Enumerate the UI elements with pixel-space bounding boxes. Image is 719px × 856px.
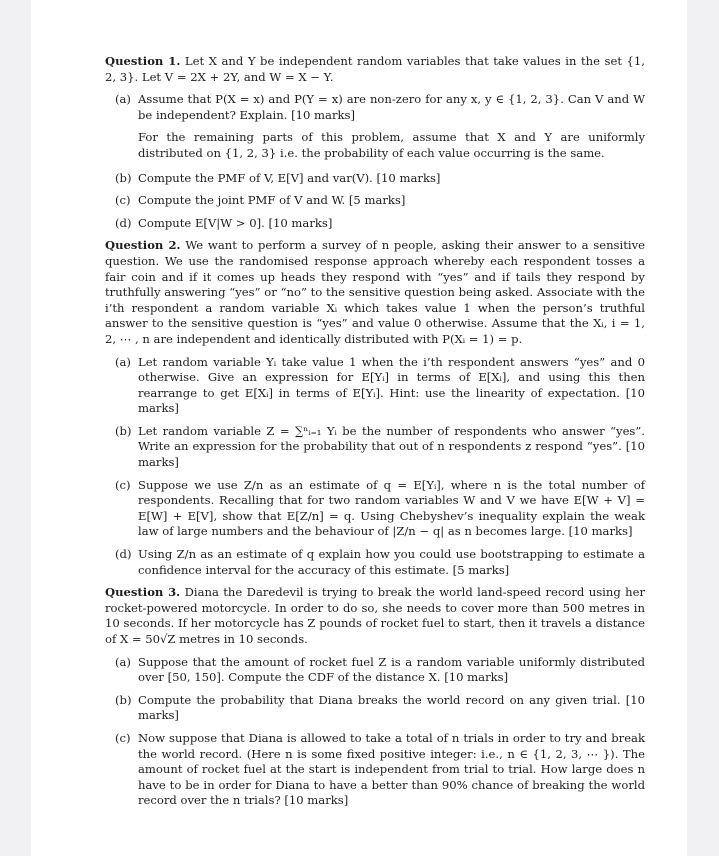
question-3 xyxy=(105,585,645,647)
question-3-part-b xyxy=(105,693,645,724)
part-text: Assume that P(X = x) and P(Y = x) are non-zero for any x, y ∈ {1, 2, 3}. Can V and W be independent? Explain. [10 marks] xyxy=(138,92,645,122)
question-1-part-c xyxy=(105,193,645,209)
part-label: (a) xyxy=(115,92,131,107)
part-label: (c) xyxy=(115,193,131,208)
part-label: (b) xyxy=(115,692,132,707)
question-2-part-b xyxy=(105,424,645,471)
exam-content xyxy=(105,54,645,816)
question-3-heading: Question 3. xyxy=(105,585,181,600)
part-label: (d) xyxy=(115,215,132,230)
question-1-part-b xyxy=(105,171,645,187)
part-label: (b) xyxy=(115,170,132,185)
question-1-intro: Let X and Y be independent random variables that take values in the set {1, 2, 3}. Let V = 2X + 2Y, and W = X − Y. xyxy=(105,54,645,84)
question-2 xyxy=(105,238,645,347)
part-label: (b) xyxy=(115,423,132,438)
question-2-part-a xyxy=(105,355,645,417)
part-label: (d) xyxy=(115,547,132,562)
question-3-intro: Diana the Daredevil is trying to break the world land-speed record using her rocket-powered motorcycle. In order to do so, she needs to cover more than 500 metres in 10 seconds. If her motorcycle has Z pounds of rocket fuel to start, then it travels a distance of X = 50√Z metres in 10 seconds. xyxy=(105,585,646,646)
part-text: Suppose we use Z/n as an estimate of q = E[Yᵢ], where n is the total number of respondents. Recalling that for two random variables W and V we have E[W + V] = E[W] + E[V], show that E[Z/n] = q. Using Chebyshev’s inequality explain the weak law of large numbers and the behaviour of |Z/n − q| as n becomes large. [10 marks] xyxy=(138,477,645,539)
part-text: Compute the probability that Diana breaks the world record on any given trial. [10 marks] xyxy=(138,692,645,723)
part-text: Compute E[V|W > 0]. [10 marks] xyxy=(138,215,333,230)
part-text: Compute the joint PMF of V and W. [5 marks] xyxy=(138,193,406,208)
part-label: (c) xyxy=(115,730,131,745)
part-text: Now suppose that Diana is allowed to take a total of n trials in order to try and break the world record. (Here n is some fixed positive integer: i.e., n ∈ {1, 2, 3, ⋯ }). The amount of rocket fuel at the start is independent from trial to trial. How large does n have to be in order for Diana to have a better than 90% chance of breaking the world record over the n trials? [10 marks] xyxy=(138,730,645,808)
question-1-part-d xyxy=(105,216,645,232)
question-1-note: For the remaining parts of this problem, assume that X and Y are uniformly distributed on {1, 2, 3} i.e. the probability of each value occurring is the same. xyxy=(138,130,645,160)
question-2-part-d xyxy=(105,547,645,578)
part-text: Suppose that the amount of rocket fuel Z is a random variable uniformly distributed over [50, 150]. Compute the CDF of the distance X. [10 marks] xyxy=(138,654,645,685)
question-3-part-c xyxy=(105,731,645,809)
question-3-part-a xyxy=(105,655,645,686)
part-text: Let random variable Yᵢ take value 1 when the i’th respondent answers “yes” and 0 otherwise. Give an expression for E[Yᵢ] in terms of E[Xᵢ], and using this then rearrange to get E[Xᵢ] in terms of E[Yᵢ]. Hint: use the linearity of expectation. [10 marks] xyxy=(138,354,645,416)
question-1-part-a xyxy=(105,92,645,123)
question-2-part-c xyxy=(105,478,645,540)
document-page xyxy=(31,0,687,856)
part-text: Let random variable Z = ∑ⁿᵢ₌₁ Yᵢ be the number of respondents who answer “yes”. Write an expression for the probability that out of n respondents z respond “yes”. [10 marks] xyxy=(138,423,645,470)
part-label: (c) xyxy=(115,477,131,492)
question-1 xyxy=(105,54,645,85)
question-2-heading: Question 2. xyxy=(105,238,181,253)
part-text: Using Z/n as an estimate of q explain how you could use bootstrapping to estimate a confidence interval for the accuracy of this estimate. [5 marks] xyxy=(138,547,645,577)
question-1-heading: Question 1. xyxy=(105,54,181,68)
part-label: (a) xyxy=(115,354,131,369)
part-text: Compute the PMF of V, E[V] and var(V). [10 marks] xyxy=(138,170,441,185)
question-2-intro: We want to perform a survey of n people, asking their answer to a sensitive question. We use the randomised response approach whereby each respondent tosses a fair coin and if it comes up heads they respond with “yes” and if tails they respond by truthfully answering “yes” or “no” to the sensitive question being asked. Associate with the i’th respondent a random variable Xᵢ which takes value 1 when the person’s truthful answer to the sensitive question is “yes” and value 0 otherwise. Assume that the Xᵢ, i = 1, 2, ⋯ , n are independent and identically distributed with P(Xᵢ = 1) = p. xyxy=(105,238,645,346)
part-label: (a) xyxy=(115,654,131,669)
